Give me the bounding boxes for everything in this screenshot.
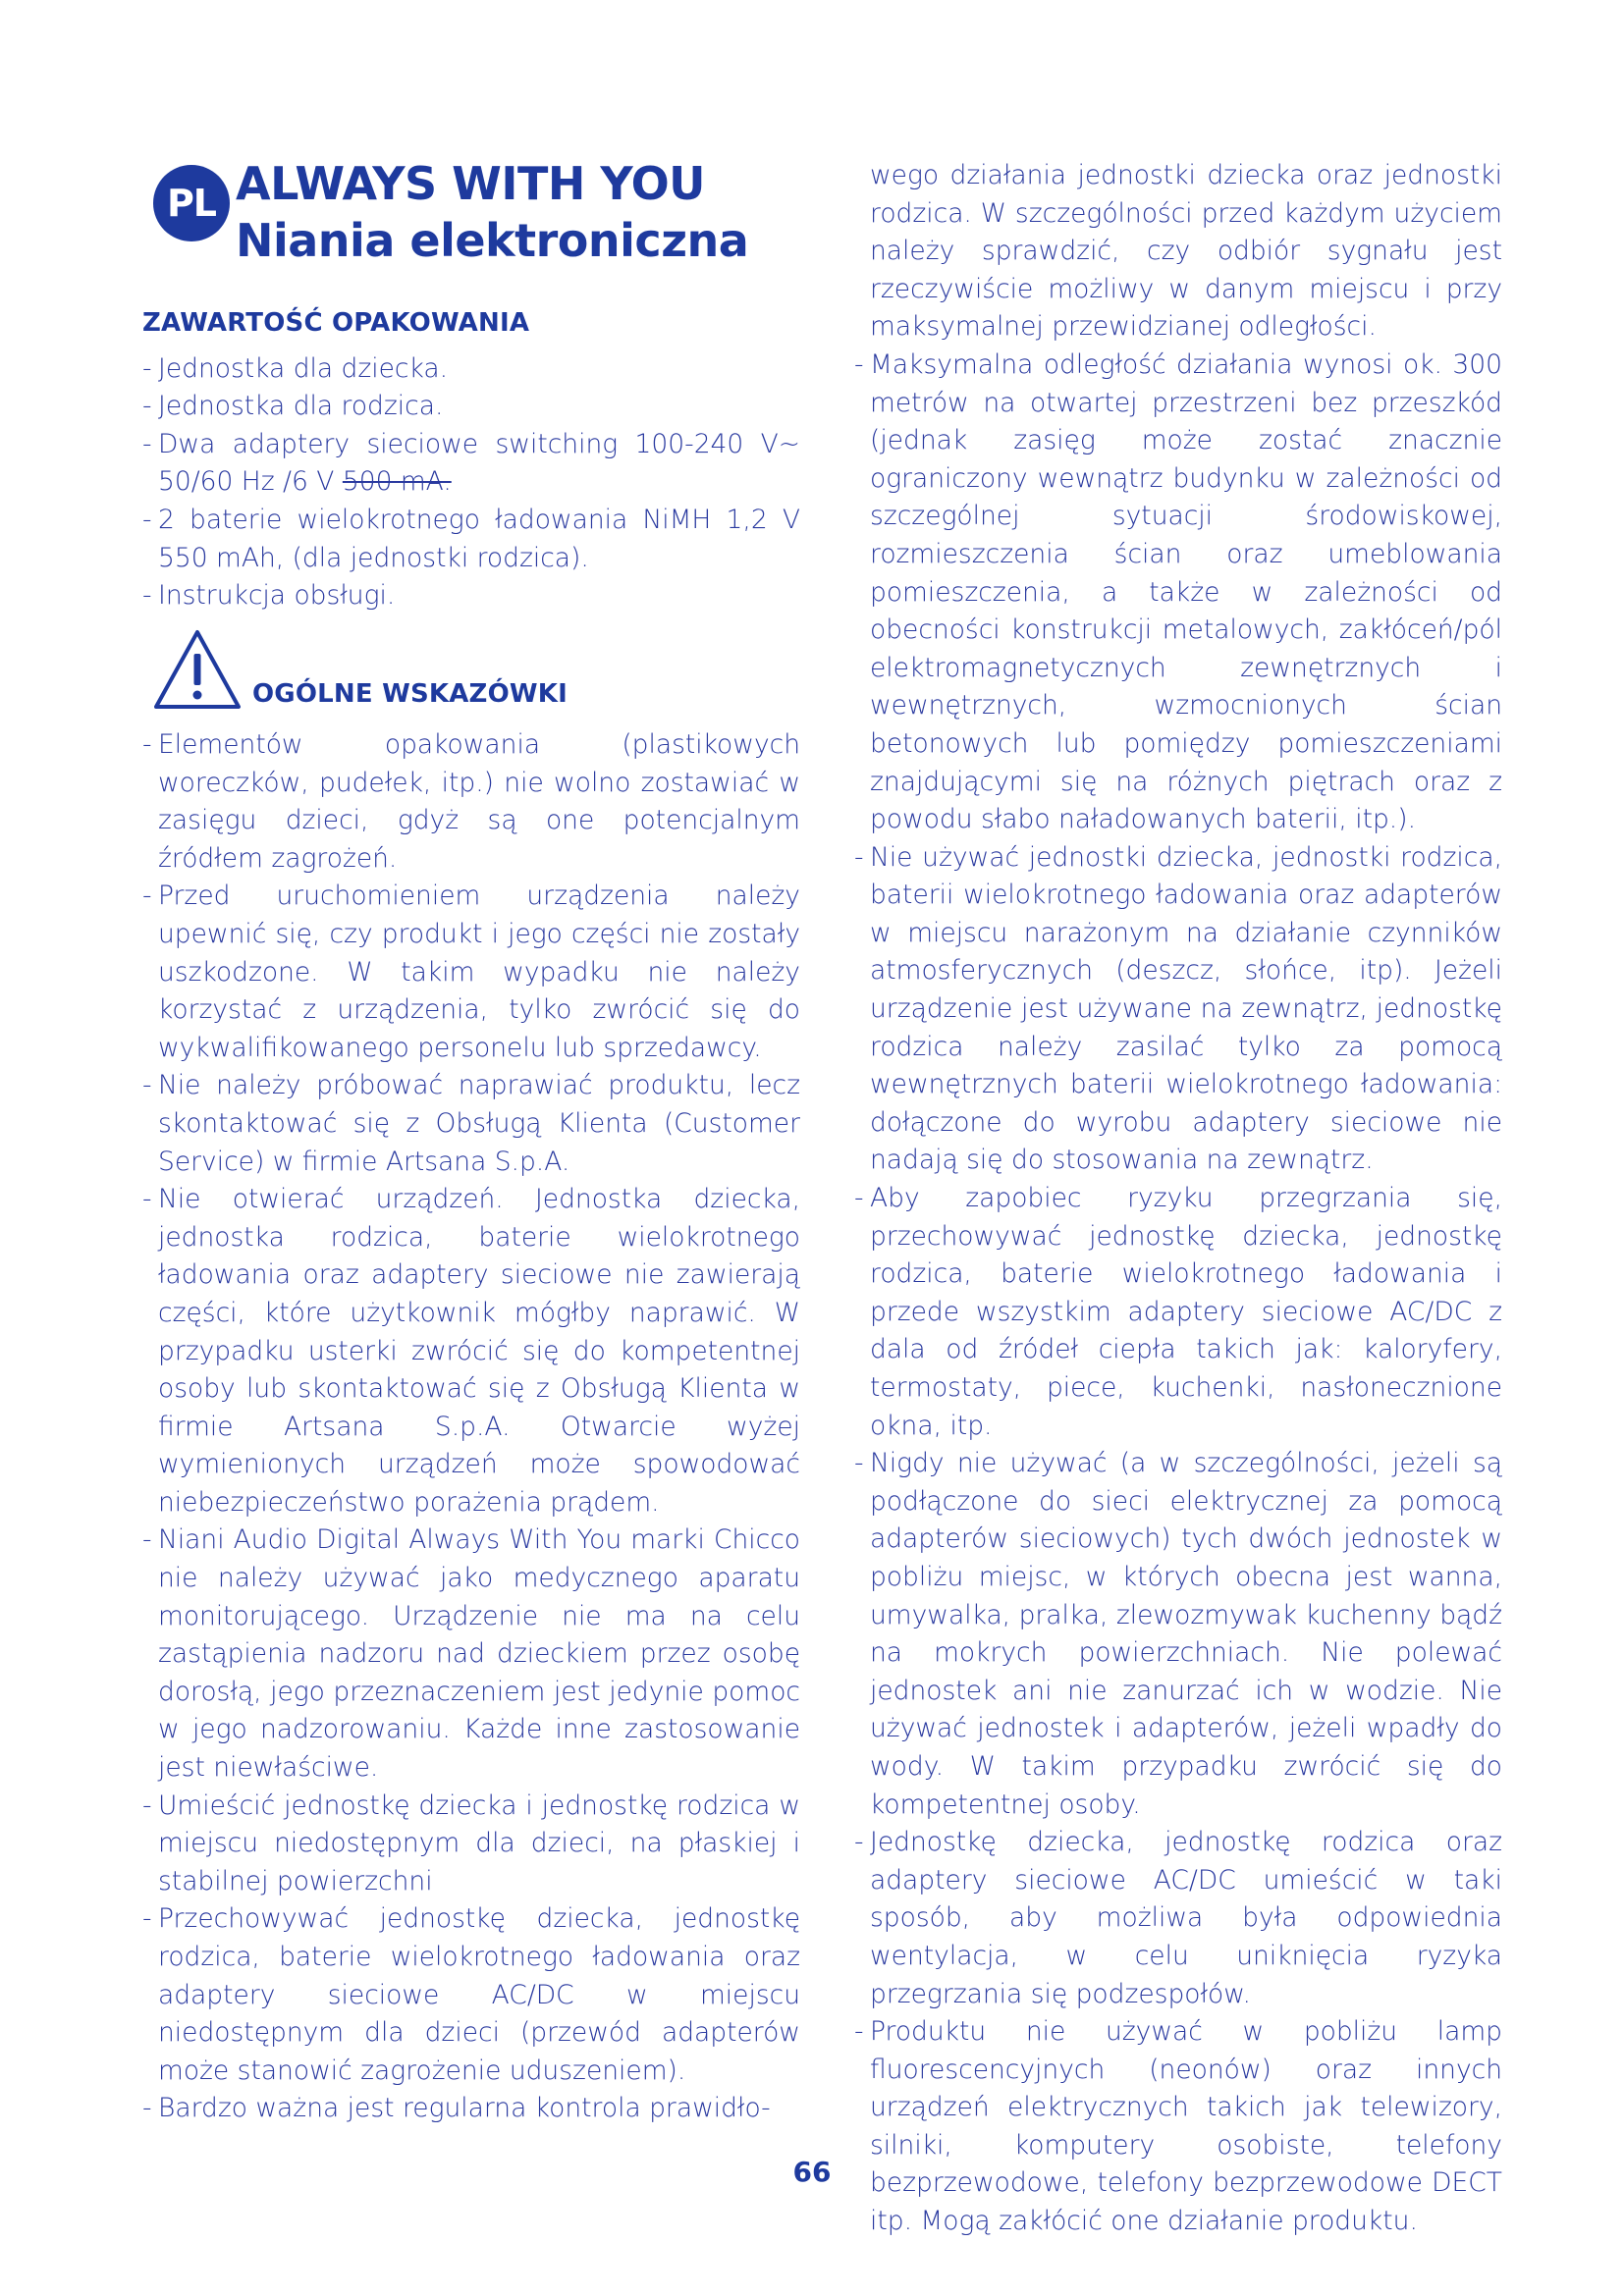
document-header: [153, 155, 840, 273]
list-item: - Niani Audio Digital Always With You marki Chicco nie należy używać jako medycznego aparatu monitorującego. Urządzenie nie ma na celu zastąpienia nadzoru nad dzieckiem przez osobę dorosłą, jego przeznaczeniem jest jedynie pomoc w jego nadzorowaniu. Każde inne zastosowanie jest niewłaściwe.: [142, 1522, 800, 1787]
list-item: - 2 baterie wielokrotnego ładowania NiMH 1,2 V 550 mAh, (dla jednostki rodzica).: [142, 502, 800, 577]
list-item: - Nie używać jednostki dziecka, jednostki rodzica, baterii wielokrotnego ładowania oraz adapterów w miejscu narażonym na działanie czynników atmosferycznych (deszcz, słońce, itp). Jeżeli urządzenie jest używane na zewnątrz, jednostkę rodzica należy zasilać tylko za pomocą wewnętrznych baterii wielokrotnego ładowania: dołączone do wyrobu adaptery sieciowe nie nadają się do stosowania na zewnątrz.: [854, 839, 1502, 1180]
product-title: ALWAYS WITH YOU: [236, 157, 706, 210]
struck-value: 500 mA.: [342, 466, 452, 498]
list-item: - Nie należy próbować naprawiać produktu, lecz skontaktować się z Obsługą Klienta (Customer Service) w firmie Artsana S.p.A.: [142, 1067, 800, 1181]
general-warnings-right: [854, 157, 1502, 2241]
list-item: - Instrukcja obsługi.: [142, 577, 800, 615]
list-item: - Produktu nie używać w pobliżu lamp fluorescencyjnych (neonów) oraz innych urządzeń elektrycznych takich jak telewizory, silniki, komputery osobiste, telefony bezprzewodowe, telefony bezprzewodowe DECT itp. Mogą zakłócić one działanie produktu.: [854, 2013, 1502, 2241]
product-subtitle: Niania elektroniczna: [236, 214, 749, 267]
list-item: - Nie otwierać urządzeń. Jednostka dziecka, jednostka rodzica, baterie wielokrotnego ładowania oraz adaptery sieciowe nie zawierają części, które użytkownik mógłby naprawić. W przypadku usterki zwrócić się do kompetentnej osoby lub skontaktować się z Obsługą Klienta w firmie Artsana S.p.A. Otwarcie wyżej wymienionych urządzeń może spowodować niebezpieczeństwo porażenia prądem.: [142, 1181, 800, 1522]
list-item: - Nigdy nie używać (a w szczególności, jeżeli są podłączone do sieci elektrycznej za pomocą adapterów sieciowych) tych dwóch jednostek w pobliżu miejsc, w których obecna jest wanna, umywalka, pralka, zlewozmywak kuchenny bądź na mokrych powierzchniach. Nie polewać jednostek ani nie zanurzać ich w wodzie. Nie używać jednostek i adapterów, jeżeli wpadły do wody. W takim przypadku zwrócić się do kompetentnej osoby.: [854, 1445, 1502, 1824]
general-warnings-header: [152, 628, 800, 717]
list-item: - Przed uruchomieniem urządzenia należy upewnić się, czy produkt i jego części nie zostały uszkodzone. W takim wypadku nie należy korzystać z urządzenia, tylko zwrócić się do wykwalifikowanego personelu lub sprzedawcy.: [142, 878, 800, 1067]
list-item: - Jednostkę dziecka, jednostkę rodzica oraz adaptery sieciowe AC/DC umieścić w taki sposób, aby możliwa była odpowiednia wentylacja, w celu uniknięcia ryzyka przegrzania się podzespołów.: [854, 1824, 1502, 2013]
package-contents-list: [142, 350, 800, 615]
list-item: - Aby zapobiec ryzyku przegrzania się, przechowywać jednostkę dziecka, jednostkę rodzica, baterie wielokrotnego ładowania i przede wszystkim adaptery sieciowe AC/DC z dala od źródeł ciepła takich jak: kaloryfery, termostaty, piece, kuchenki, nasłonecznione okna, itp.: [854, 1180, 1502, 1445]
list-item: - Przechowywać jednostkę dziecka, jednostkę rodzica, baterie wielokrotnego ładowania oraz adaptery sieciowe AC/DC w miejscu niedostępnym dla dzieci (przewód adapterów może stanowić zagrożenie uduszeniem).: [142, 1900, 800, 2090]
warning-triangle-icon: [152, 628, 243, 711]
continued-paragraph: wego działania jednostki dziecka oraz jednostki rodzica. W szczególności przed każdym użyciem należy sprawdzić, czy odbiór sygnału jest rzeczywiście możliwy w danym miejscu i przy maksymalnej przewidzianej odległości.: [870, 160, 1502, 343]
general-warnings-left: [142, 726, 800, 2128]
list-item: - Bardzo ważna jest regularna kontrola prawidło-: [142, 2090, 800, 2128]
title-block: [236, 155, 748, 269]
list-item: - Maksymalna odległość działania wynosi ok. 300 metrów na otwartej przestrzeni bez przeszkód (jednak zasięg może zostać znacznie ograniczony wewnątrz budynku w zależności od szczególnej sytuacji środowiskowej, rozmieszczenia ścian oraz umeblowania pomieszczenia, a także w zależności od obecności konstrukcji metalowych, zakłóceń/pól elektromagnetycznych zewnętrznych i wewnętrznych, wzmocnionych ścian betonowych lub pomiędzy pomieszczeniami znajdującymi się na różnych piętrach oraz z powodu słabo naładowanych baterii, itp.).: [854, 347, 1502, 839]
page-number: 66: [792, 2156, 832, 2188]
package-contents-section: [142, 304, 800, 615]
list-item: - Jednostka dla dziecka.: [142, 350, 800, 389]
pl-badge-icon: PL: [153, 165, 230, 241]
list-item: - Dwa adaptery sieciowe switching 100-240 V~ 50/60 Hz /6 V 500 mA.: [142, 426, 800, 502]
list-item: - Elementów opakowania (plastikowych woreczków, pudełek, itp.) nie wolno zostawiać w zasięgu dzieci, gdyż są one potencjalnym źródłem zagrożeń.: [142, 726, 800, 878]
general-warnings-heading: OGÓLNE WSKAZÓWKI: [252, 679, 568, 709]
package-contents-heading: ZAWARTOŚĆ OPAKOWANIA: [142, 308, 530, 338]
list-item: - Umieścić jednostkę dziecka i jednostkę rodzica w miejscu niedostępnym dla dzieci, na płaskiej i stabilnej powierzchni: [142, 1788, 800, 1901]
list-item: - Jednostka dla rodzica.: [142, 388, 800, 426]
